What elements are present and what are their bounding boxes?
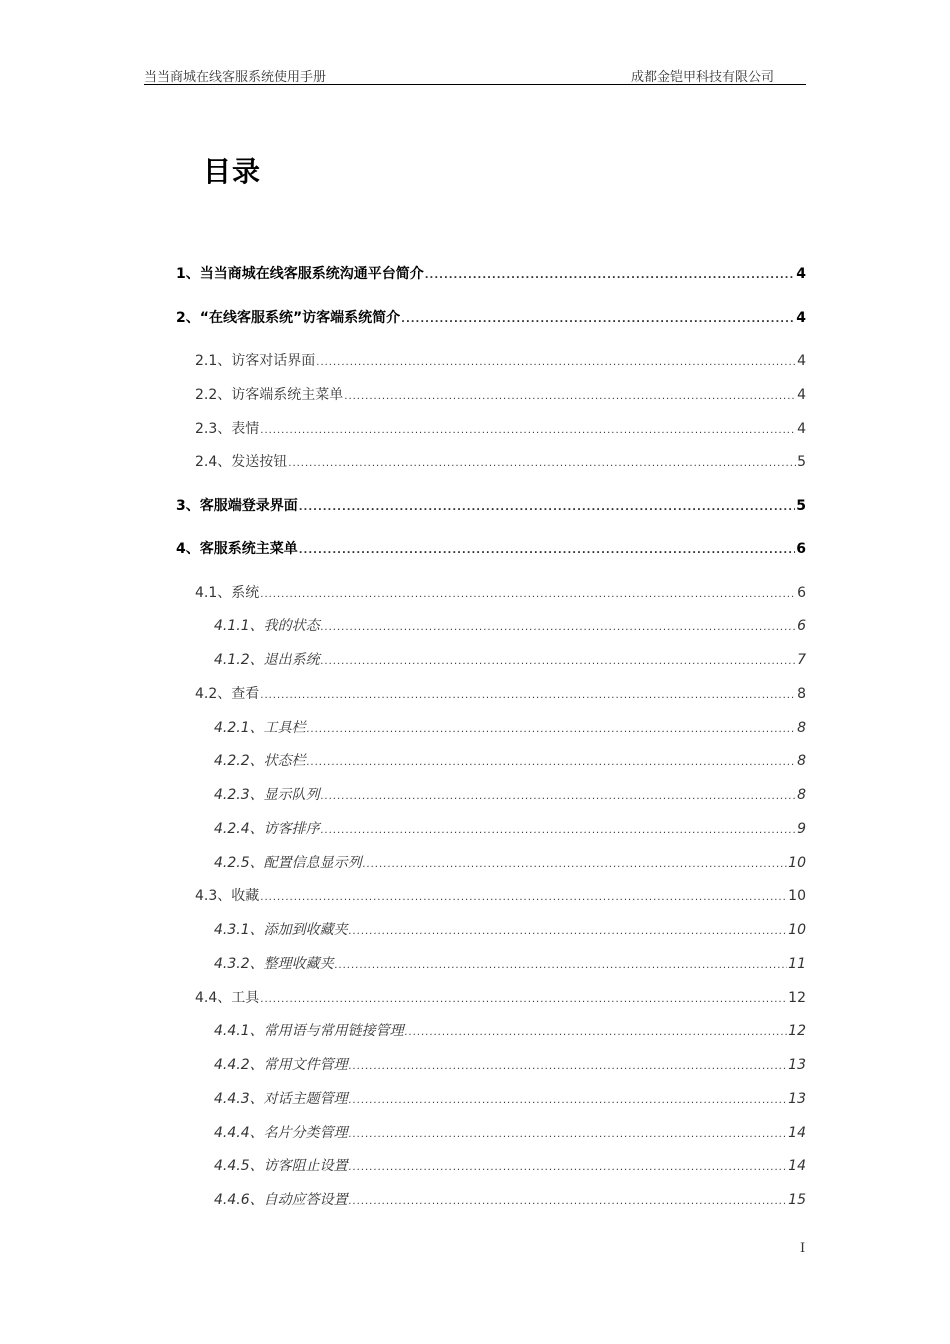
toc-entry[interactable] [195,420,806,438]
toc-entry[interactable] [214,617,806,635]
toc-dot-leader [401,309,795,327]
toc-entry-title: 1、当当商城在线客服系统沟通平台简介 [176,266,424,282]
toc-dot-leader [260,584,796,602]
toc-entry-page: 5 [797,454,806,470]
toc-entry[interactable] [214,955,806,973]
toc-dot-leader [260,887,787,905]
toc-entry[interactable] [214,854,806,872]
toc-entry[interactable] [176,540,806,558]
toc-entry[interactable] [214,651,806,669]
toc-entry-title: 4.4.4、名片分类管理 [214,1125,348,1141]
toc-entry-page: 6 [797,585,806,601]
toc-entry-page: 4 [797,387,806,403]
toc-entry-title: 2.3、表情 [195,421,260,437]
toc-entry-page: 10 [788,855,806,871]
toc-entry-title: 4、客服系统主菜单 [176,541,298,557]
toc-dot-leader [307,752,796,770]
toc-entry-title: 4.4.1、常用语与常用链接管理 [214,1023,404,1039]
toc-entry-page: 5 [796,498,806,514]
toc-entry-title: 2、“在线客服系统”访客端系统简介 [176,310,401,326]
toc-entry-page: 12 [788,990,806,1006]
toc-entry-page: 4 [796,310,806,326]
toc-entry[interactable] [195,352,806,370]
toc-entry-title: 4.2、查看 [195,686,260,702]
toc-dot-leader [260,420,796,438]
toc-entry-title: 4.2.1、工具栏 [214,720,306,736]
toc-dot-leader [349,1191,788,1209]
toc-entry-title: 4.3.1、添加到收藏夹 [214,922,348,938]
toc-entry-page: 8 [797,720,806,736]
toc-dot-leader [349,1157,788,1175]
toc-entry[interactable] [176,265,806,283]
footer-page-number: I [800,1241,806,1256]
toc-dot-leader [299,540,796,558]
toc-entry[interactable] [214,921,806,939]
toc-dot-leader [307,719,796,737]
toc-entry[interactable] [214,1090,806,1108]
toc-entry-title: 4.2.4、访客排序 [214,821,320,837]
toc-dot-leader [321,820,796,838]
toc-entry-page: 4 [797,421,806,437]
toc-entry[interactable] [195,887,806,905]
toc-entry-title: 4.4.6、自动应答设置 [214,1192,348,1208]
toc-entry-page: 10 [788,888,806,904]
toc-dot-leader [349,1056,788,1074]
toc-entry-title: 4.2.3、显示队列 [214,787,320,803]
toc-entry-title: 4.1、系统 [195,585,260,601]
toc-entry-page: 14 [788,1158,806,1174]
toc-entry-title: 4.4.5、访客阻止设置 [214,1158,348,1174]
toc-entry[interactable] [214,1056,806,1074]
toc-dot-leader [299,497,796,515]
toc-entry-title: 4.2.5、配置信息显示列 [214,855,362,871]
toc-entry[interactable] [214,719,806,737]
toc-entry[interactable] [214,1191,806,1209]
toc-entry-title: 4.3.2、整理收藏夹 [214,956,334,972]
toc-entry-title: 3、客服端登录界面 [176,498,298,514]
toc-entry-page: 13 [788,1057,806,1073]
toc-entry[interactable] [214,820,806,838]
toc-entry-page: 4 [797,353,806,369]
toc-entry[interactable] [214,1157,806,1175]
toc-entry-page: 12 [788,1023,806,1039]
toc-entry-title: 2.1、访客对话界面 [195,353,316,369]
toc-entry-page: 8 [797,686,806,702]
toc-dot-leader [363,854,788,872]
toc-entry-page: 14 [788,1125,806,1141]
toc-entry-title: 4.4.3、对话主题管理 [214,1091,348,1107]
toc-entry[interactable] [214,1022,806,1040]
toc-entry-page: 6 [797,618,806,634]
toc-entry-page: 6 [796,541,806,557]
toc-dot-leader [260,989,787,1007]
toc-entry-page: 10 [788,922,806,938]
toc-entry[interactable] [214,786,806,804]
toc-entry-page: 9 [797,821,806,837]
toc-entry[interactable] [195,685,806,703]
toc-entry[interactable] [195,453,806,471]
toc-entry-page: 8 [797,753,806,769]
toc-entry[interactable] [195,584,806,602]
toc-dot-leader [344,386,796,404]
toc-dot-leader [260,685,796,703]
toc-entry-page: 15 [788,1192,806,1208]
header-title: 当当商城在线客服系统使用手册 [144,70,327,85]
toc-dot-leader [316,352,796,370]
toc-dot-leader [425,265,796,283]
toc-dot-leader [335,955,788,973]
toc-entry-page: 8 [797,787,806,803]
toc-entry-title: 4.1.1、我的状态 [214,618,320,634]
toc-dot-leader [288,453,796,471]
toc-dot-leader [321,651,796,669]
header-company: 成都金铠甲科技有限公司 [630,70,774,85]
toc-dot-leader [349,1090,788,1108]
toc-entry-page: 11 [788,956,806,972]
toc-entry-page: 13 [788,1091,806,1107]
toc-entry[interactable] [214,752,806,770]
toc-entry[interactable] [214,1124,806,1142]
header-divider [144,84,806,85]
toc-dot-leader [349,1124,788,1142]
toc-entry-title: 4.2.2、状态栏 [214,753,306,769]
toc-heading: 目录 [203,155,262,188]
toc-entry-title: 4.3、收藏 [195,888,260,904]
toc-entry[interactable] [176,309,806,327]
toc-dot-leader [321,786,796,804]
toc-entry-page: 4 [796,266,806,282]
toc-entry[interactable] [195,386,806,404]
toc-entry-page: 7 [797,652,806,668]
toc-entry-title: 4.1.2、退出系统 [214,652,320,668]
toc-dot-leader [405,1022,788,1040]
toc-entry-title: 4.4.2、常用文件管理 [214,1057,348,1073]
toc-dot-leader [349,921,788,939]
toc-entry[interactable] [195,989,806,1007]
toc-entry[interactable] [176,497,806,515]
toc-entry-title: 2.2、访客端系统主菜单 [195,387,344,403]
toc-entry-title: 2.4、发送按钮 [195,454,288,470]
toc-dot-leader [321,617,796,635]
toc-entry-title: 4.4、工具 [195,990,260,1006]
